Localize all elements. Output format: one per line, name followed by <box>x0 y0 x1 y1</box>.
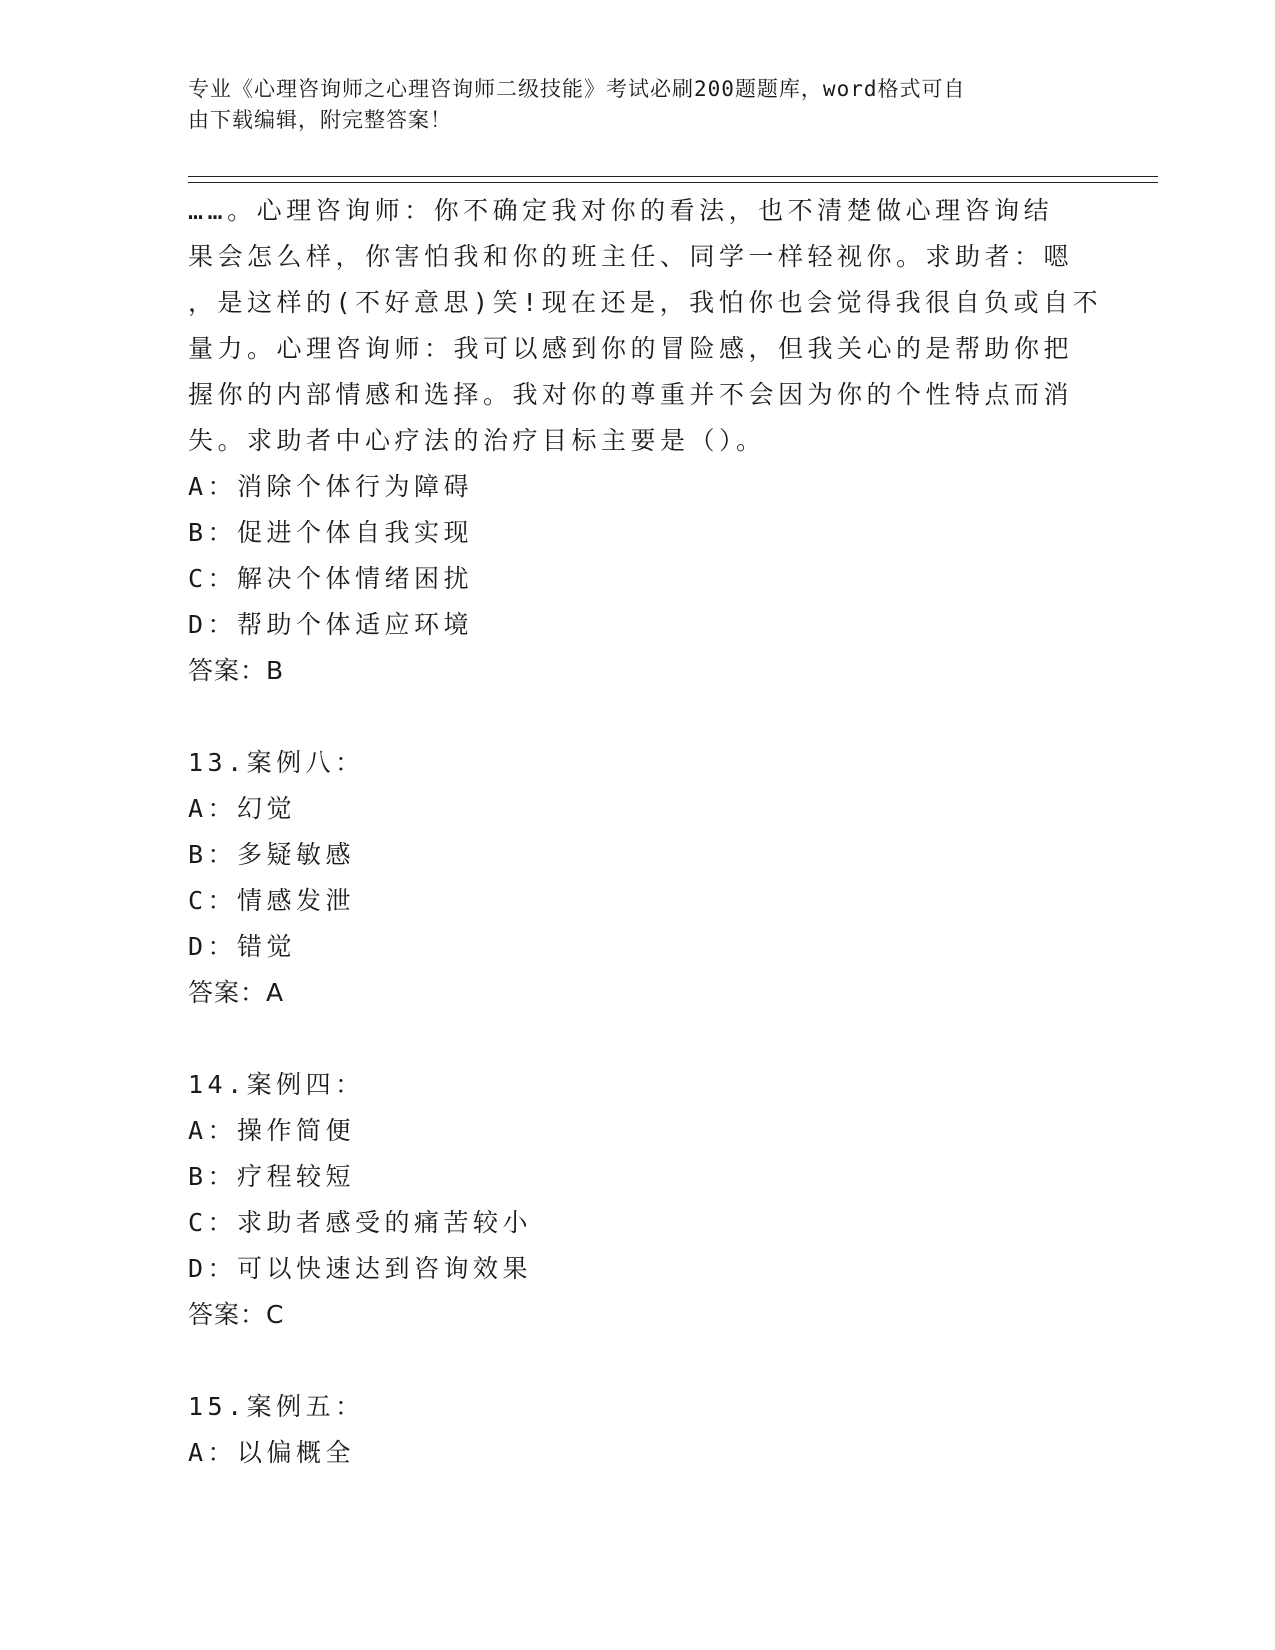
q14-stem: 14.案例四： <box>188 1070 365 1099</box>
q12-option-d: D：帮助个体适应环境 <box>188 610 474 639</box>
spacer <box>188 694 1088 740</box>
q12-option-b: B：促进个体自我实现 <box>188 518 474 547</box>
q13-option-a: A：幻觉 <box>188 794 297 823</box>
passage-line: ，是这样的(不好意思)笑!现在还是，我怕你也会觉得我很自负或自不 <box>188 288 1103 317</box>
spacer <box>188 1338 1088 1384</box>
passage-line: 失。求助者中心疗法的治疗目标主要是（）。 <box>188 426 766 455</box>
spacer <box>188 1016 1088 1062</box>
q14-option-b: B：疗程较短 <box>188 1162 356 1191</box>
q14-option-c: C：求助者感受的痛苦较小 <box>188 1208 533 1237</box>
q14-answer: 答案：C <box>188 1300 285 1329</box>
q13-option-c: C：情感发泄 <box>188 886 356 915</box>
passage-line: ……。心理咨询师：你不确定我对你的看法，也不清楚做心理咨询结 <box>188 196 1054 225</box>
q15-option-a: A：以偏概全 <box>188 1438 356 1467</box>
q14-option-d: D：可以快速达到咨询效果 <box>188 1254 533 1283</box>
header-rule-bottom <box>188 182 1158 183</box>
q13-answer: 答案：A <box>188 978 285 1007</box>
document-header <box>188 74 1068 136</box>
q13-stem: 13.案例八： <box>188 748 365 777</box>
q15-stem: 15.案例五： <box>188 1392 365 1421</box>
question-content <box>188 188 1103 1476</box>
q13-option-d: D：错觉 <box>188 932 297 961</box>
q12-option-a: A：消除个体行为障碍 <box>188 472 474 501</box>
q12-answer: 答案：B <box>188 656 285 685</box>
q12-option-c: C：解决个体情绪困扰 <box>188 564 474 593</box>
header-line-1: 专业《心理咨询师之心理咨询师二级技能》考试必刷200题题库，word格式可自 <box>188 77 966 101</box>
header-line-2: 由下载编辑，附完整答案！ <box>188 108 452 132</box>
header-rule-top <box>188 176 1158 177</box>
passage-line: 果会怎么样，你害怕我和你的班主任、同学一样轻视你。求助者：嗯 <box>188 242 1074 271</box>
q14-option-a: A：操作简便 <box>188 1116 356 1145</box>
q13-option-b: B：多疑敏感 <box>188 840 356 869</box>
passage-line: 量力。心理咨询师：我可以感到你的冒险感，但我关心的是帮助你把 <box>188 334 1074 363</box>
passage-line: 握你的内部情感和选择。我对你的尊重并不会因为你的个性特点而消 <box>188 380 1074 409</box>
